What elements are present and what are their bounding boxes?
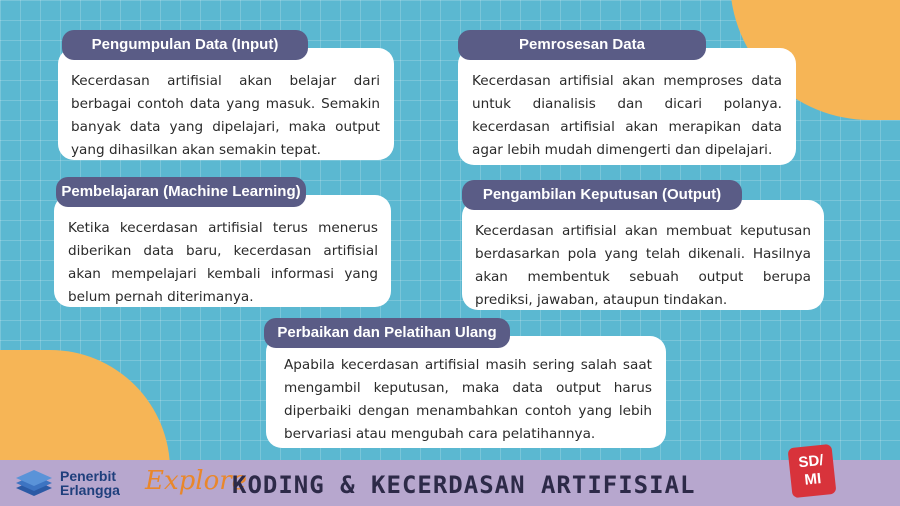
- card-title-pengumpulan-data: Pengumpulan Data (Input): [62, 30, 308, 60]
- grade-badge: [788, 444, 837, 498]
- card-text: Kecerdasan artifisial akan membuat keputusan berdasarkan pola yang telah dikenali. Hasilnya akan membentuk sebuah output berupa prediksi, jawaban, ataupun tindakan.: [475, 223, 811, 308]
- publisher-name-line1: Penerbit: [60, 468, 117, 484]
- publisher-name-line2: Erlangga: [60, 482, 120, 498]
- book-stack-icon: [14, 468, 54, 498]
- card-title-pengambilan-keputusan: Pengambilan Keputusan (Output): [462, 180, 742, 210]
- badge-line1: SD/: [797, 451, 825, 472]
- card-title-pembelajaran: Pembelajaran (Machine Learning): [56, 177, 306, 207]
- series-title: KODING & KECERDASAN ARTIFISIAL: [232, 471, 696, 499]
- card-pengumpulan-data: [58, 48, 394, 160]
- badge-line2: MI: [803, 470, 823, 489]
- publisher-logo: [14, 468, 120, 498]
- orange-blob-bottom-left: [0, 350, 170, 460]
- footer-bar: [0, 460, 900, 506]
- card-title-perbaikan: Perbaikan dan Pelatihan Ulang: [264, 318, 510, 348]
- card-pemrosesan-data: [458, 48, 796, 165]
- card-text: Apabila kecerdasan artifisial masih sering salah saat mengambil keputusan, maka data output harus diperbaiki dengan menambahkan contoh yang lebih bervariasi atau mengubah cara pelatihannya.: [284, 357, 652, 442]
- card-text: Kecerdasan artifisial akan belajar dari berbagai contoh data yang masuk. Semakin banyak data yang dipelajari, maka output yang dihasilkan akan semakin tepat.: [71, 73, 380, 158]
- card-text: Kecerdasan artifisial akan memproses data untuk dianalisis dan dicari polanya. kecerdasan artifisial akan merapikan data agar lebih mudah dimengerti dan dipelajari.: [472, 73, 782, 158]
- card-text: Ketika kecerdasan artifisial terus menerus diberikan data baru, kecerdasan artifisial akan mempelajari kembali informasi yang belum pernah diterimanya.: [68, 220, 378, 305]
- explore-label: Explore: [145, 466, 248, 496]
- card-perbaikan: [266, 336, 666, 448]
- card-pengambilan-keputusan: [462, 200, 824, 310]
- card-title-pemrosesan-data: Pemrosesan Data: [458, 30, 706, 60]
- card-pembelajaran: [54, 195, 391, 307]
